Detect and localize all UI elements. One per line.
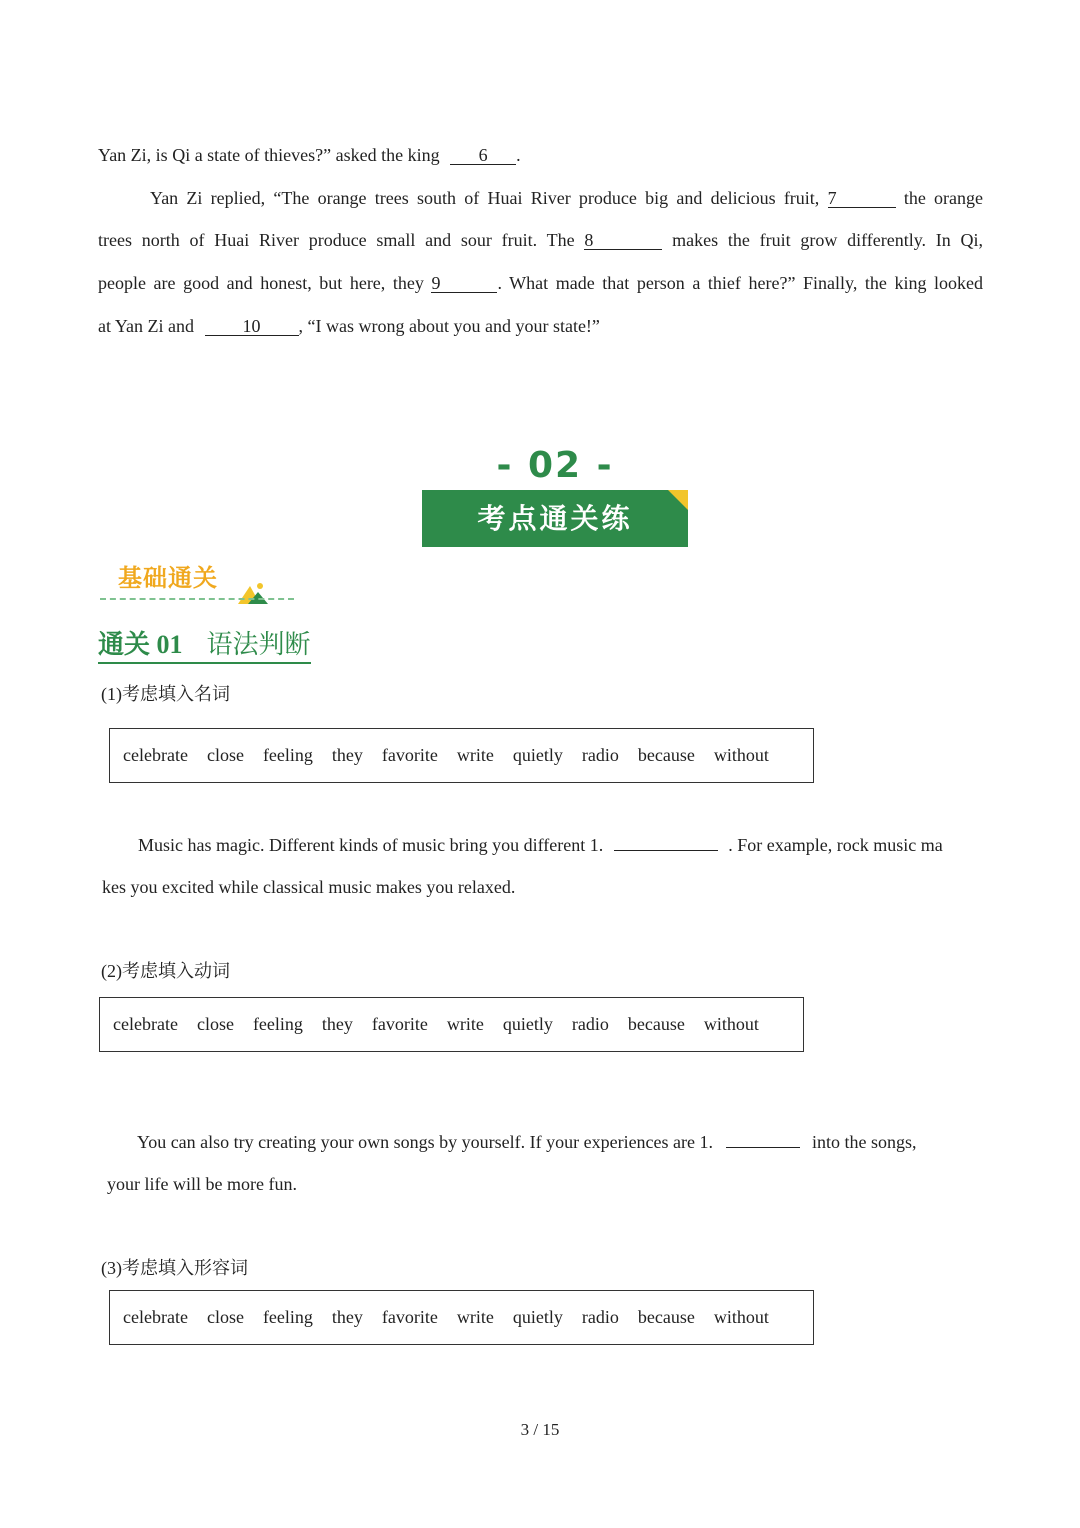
blank-9: 9 bbox=[431, 274, 497, 293]
word-bank-2 bbox=[99, 997, 804, 1052]
word: favorite bbox=[381, 745, 438, 765]
banner-title: 考点通关练 bbox=[477, 502, 633, 535]
word: write bbox=[446, 1014, 484, 1034]
level-tag-underline bbox=[100, 598, 294, 600]
exercise-1-sentence-cont: kes you excited while classical music makes you relaxed. bbox=[102, 877, 516, 897]
word: because bbox=[637, 745, 695, 765]
passage-line-5: at Yan Zi and 10 , “I was wrong about you and your state!” bbox=[98, 316, 600, 336]
level-tag: 基础通关 bbox=[118, 564, 218, 592]
word: quietly bbox=[502, 1014, 553, 1034]
exercise-2-sentence: You can also try creating your own songs by yourself. If your experiences are 1. into the songs, bbox=[137, 1129, 917, 1154]
passage-line-2: Yan Zi replied, “The orange trees south of Huai River produce big and delicious fruit, 7 the orange bbox=[150, 188, 984, 208]
word: radio bbox=[571, 1014, 609, 1034]
section-number: - 02 - bbox=[496, 445, 614, 486]
word: close bbox=[206, 1307, 244, 1327]
word: without bbox=[713, 745, 769, 765]
word: because bbox=[627, 1014, 685, 1034]
exercise-2-label: (2)考虑填入动词 bbox=[101, 961, 230, 981]
word: because bbox=[637, 1307, 695, 1327]
word: quietly bbox=[512, 745, 563, 765]
section-banner bbox=[422, 490, 688, 547]
mountain-icon bbox=[238, 580, 272, 606]
passage-line-1: Yan Zi, is Qi a state of thieves?” asked the king 6 . bbox=[98, 145, 521, 165]
word: without bbox=[713, 1307, 769, 1327]
word: radio bbox=[581, 745, 619, 765]
answer-blank-2[interactable] bbox=[726, 1129, 800, 1148]
word: without bbox=[703, 1014, 759, 1034]
word: radio bbox=[581, 1307, 619, 1327]
word: quietly bbox=[512, 1307, 563, 1327]
answer-blank-1[interactable] bbox=[614, 832, 718, 851]
word: celebrate bbox=[123, 1307, 188, 1327]
word: close bbox=[196, 1014, 234, 1034]
blank-6: 6 bbox=[450, 146, 516, 165]
word: write bbox=[456, 745, 494, 765]
word: they bbox=[331, 745, 363, 765]
section-title: 通关 01 语法判断 bbox=[98, 628, 311, 664]
banner-corner-flag bbox=[668, 490, 688, 510]
word-bank-3 bbox=[109, 1290, 814, 1345]
word: favorite bbox=[371, 1014, 428, 1034]
word: close bbox=[206, 745, 244, 765]
passage-line-3: trees north of Huai River produce small and sour fruit. The 8 makes the fruit grow differently. In Qi, bbox=[98, 230, 984, 250]
word-bank-1 bbox=[109, 728, 814, 783]
word: feeling bbox=[262, 1307, 313, 1327]
word: favorite bbox=[381, 1307, 438, 1327]
exercise-1-label: (1)考虑填入名词 bbox=[101, 684, 230, 704]
blank-8: 8 bbox=[584, 231, 662, 250]
word: feeling bbox=[252, 1014, 303, 1034]
word: feeling bbox=[262, 745, 313, 765]
exercise-2-sentence-cont: your life will be more fun. bbox=[107, 1174, 297, 1194]
exercise-1-sentence: Music has magic. Different kinds of music bring you different 1. . For example, rock music ma bbox=[138, 832, 943, 857]
word: celebrate bbox=[123, 745, 188, 765]
word: write bbox=[456, 1307, 494, 1327]
word: they bbox=[321, 1014, 353, 1034]
blank-7: 7 bbox=[828, 189, 896, 208]
blank-10: 10 bbox=[205, 317, 299, 336]
page-number: 3 / 15 bbox=[520, 1420, 560, 1439]
word: they bbox=[331, 1307, 363, 1327]
passage-line-4: people are good and honest, but here, they 9 . What made that person a thief here?” Finally, the king looked bbox=[98, 273, 984, 293]
word: celebrate bbox=[113, 1014, 178, 1034]
exercise-3-label: (3)考虑填入形容词 bbox=[101, 1258, 248, 1278]
